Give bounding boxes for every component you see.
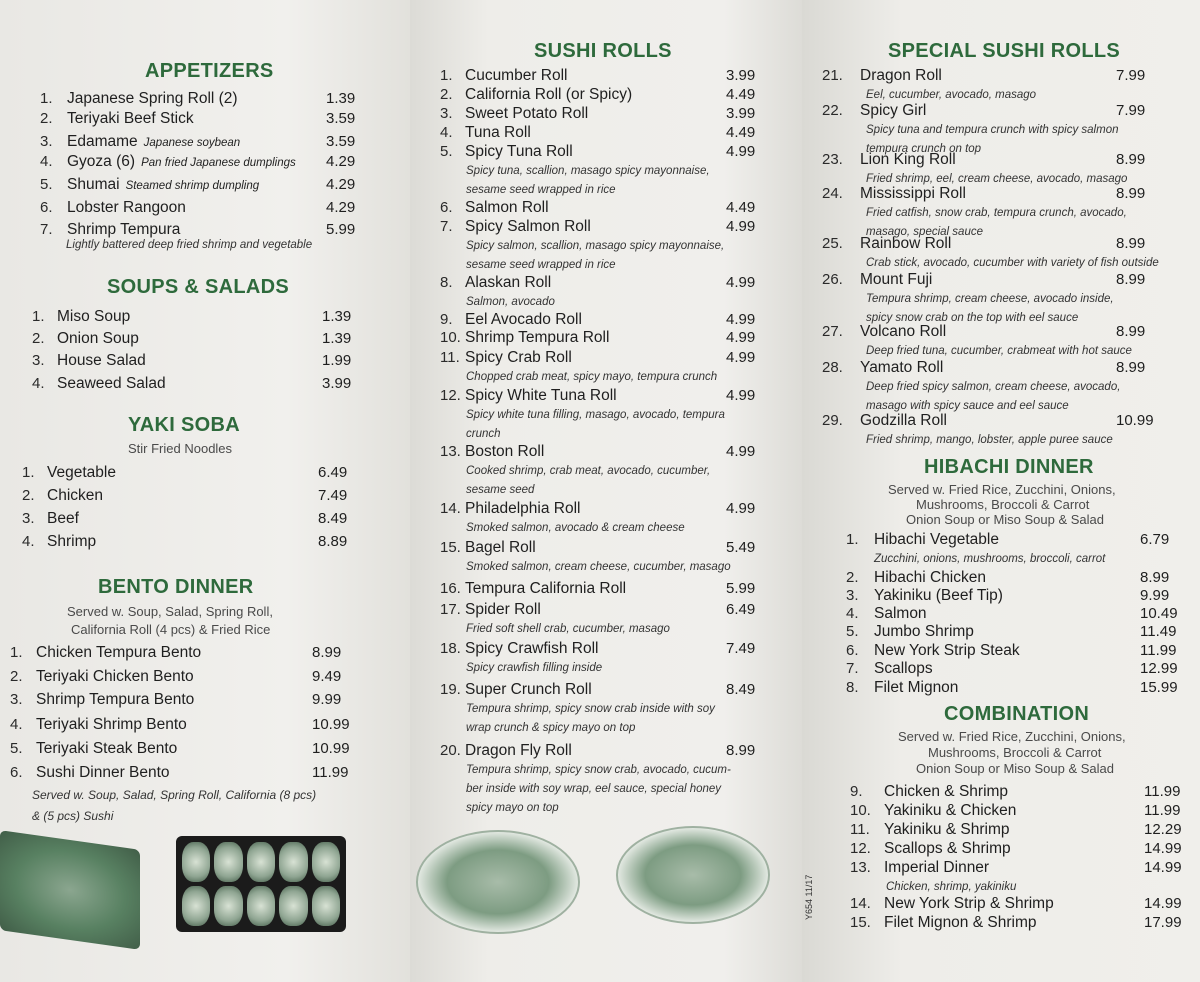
item-number: 2. — [32, 330, 45, 347]
item-name: Hibachi Chicken — [874, 569, 986, 586]
item-description: Fried soft shell crab, cucumber, masago — [466, 623, 670, 635]
item-number: 14. — [850, 895, 871, 912]
item-name: Yakiniku & Chicken — [884, 802, 1017, 819]
combination-sub-1: Served w. Fried Rice, Zucchini, Onions, — [898, 729, 1126, 744]
item-name: Salmon Roll — [465, 199, 549, 216]
item-name: Bagel Roll — [465, 539, 536, 556]
item-price: 3.59 — [326, 133, 356, 150]
item-number: 23. — [822, 151, 843, 168]
item-number: 3. — [846, 587, 859, 604]
item-price: 9.99 — [1140, 587, 1170, 604]
item-number: 27. — [822, 323, 843, 340]
item-price: 3.99 — [322, 375, 352, 392]
combination-sub-2: Mushrooms, Broccoli & Carrot — [928, 745, 1102, 760]
special-title: SPECIAL SUSHI ROLLS — [888, 40, 1121, 62]
item-name: California Roll (or Spicy) — [465, 86, 633, 103]
item-name: Beef — [47, 510, 79, 527]
item-number: 29. — [822, 412, 843, 429]
item-number: 15. — [440, 539, 461, 556]
hibachi-sub-2: Mushrooms, Broccoli & Carrot — [916, 497, 1090, 512]
item-number: 5. — [846, 623, 859, 640]
tempura-photo — [0, 830, 140, 950]
item-price: 7.49 — [318, 487, 348, 504]
item-number: 4. — [32, 375, 45, 392]
item-number: 5. — [10, 740, 23, 757]
item-description: sesame seed — [466, 484, 535, 496]
item-description: ber inside with soy wrap, eel sauce, special honey — [466, 783, 722, 795]
item-description: Cooked shrimp, crab meat, avocado, cucumber, — [466, 465, 711, 477]
item-number: 3. — [10, 691, 23, 708]
hibachi-sub-1: Served w. Fried Rice, Zucchini, Onions, — [888, 482, 1116, 497]
item-name: Chicken & Shrimp — [884, 783, 1009, 800]
item-number: 15. — [850, 914, 871, 931]
seafood-plate-photo — [616, 826, 770, 924]
item-price: 1.39 — [326, 90, 356, 107]
item-description: Crab stick, avocado, cucumber with variety of fish outside — [866, 257, 1159, 269]
item-name: Tempura California Roll — [465, 580, 627, 597]
item-price: 4.99 — [726, 311, 756, 328]
item-price: 11.99 — [1144, 802, 1181, 819]
item-number: 12. — [850, 840, 871, 857]
item-description: Steamed shrimp dumpling — [125, 180, 260, 192]
item-price: 10.99 — [312, 740, 350, 757]
item-name: Miso Soup — [57, 308, 131, 325]
item-number: 10. — [850, 802, 871, 819]
item-price: 14.99 — [1144, 859, 1182, 876]
combination-sub-3: Onion Soup or Miso Soup & Salad — [916, 761, 1115, 776]
item-name: Teriyaki Steak Bento — [36, 740, 178, 757]
item-price: 12.29 — [1144, 821, 1182, 838]
item-price: 4.99 — [726, 218, 756, 235]
item-name: Mississippi Roll — [860, 185, 966, 202]
item-number: 6. — [10, 764, 23, 781]
item-price: 10.49 — [1140, 605, 1178, 622]
item-name: Salmon — [874, 605, 927, 622]
item-price: 8.49 — [726, 681, 756, 698]
item-price: 15.99 — [1140, 679, 1178, 696]
item-description: Spicy crawfish filling inside — [466, 662, 603, 674]
item-price: 7.99 — [1116, 102, 1146, 119]
item-name: Spicy Crawfish Roll — [465, 640, 599, 657]
item-description: wrap crunch & spicy mayo on top — [466, 722, 636, 734]
item-number: 4. — [846, 605, 859, 622]
item-description: sesame seed wrapped in rice — [466, 184, 616, 196]
item-price: 12.99 — [1140, 660, 1178, 677]
item-price: 14.99 — [1144, 895, 1182, 912]
item-number: 3. — [440, 105, 453, 122]
item-name: Lobster Rangoon — [67, 199, 186, 216]
item-name: Filet Mignon & Shrimp — [884, 914, 1037, 931]
item-number: 2. — [440, 86, 453, 103]
item-name: Yakiniku & Shrimp — [884, 821, 1010, 838]
item-number: 20. — [440, 742, 461, 759]
item-price: 1.39 — [322, 330, 352, 347]
item-name: Tuna Roll — [465, 124, 531, 141]
item-number: 19. — [440, 681, 461, 698]
item-price: 8.99 — [726, 742, 756, 759]
item-description: Zucchini, onions, mushrooms, broccoli, carrot — [874, 553, 1106, 565]
item-number: 1. — [440, 67, 453, 84]
item-name: Spider Roll — [465, 601, 541, 618]
item-number: 7. — [40, 221, 53, 238]
item-name: Hibachi Vegetable — [874, 531, 999, 548]
item-number: 24. — [822, 185, 843, 202]
sushi-title: SUSHI ROLLS — [534, 40, 672, 62]
item-number: 13. — [440, 443, 461, 460]
item-price: 4.29 — [326, 176, 356, 193]
item-price: 8.99 — [1116, 151, 1146, 168]
item-description: Fried catfish, snow crab, tempura crunch, avocado, — [866, 207, 1127, 219]
item-number: 25. — [822, 235, 843, 252]
item-price: 6.49 — [726, 601, 756, 618]
item-number: 6. — [846, 642, 859, 659]
bento-note-2: & (5 pcs) Sushi — [32, 809, 114, 823]
item-name: Dragon Fly Roll — [465, 742, 572, 759]
item-number: 7. — [846, 660, 859, 677]
item-price: 14.99 — [1144, 840, 1182, 857]
item-number: 11. — [440, 349, 460, 366]
bento-subtitle-2: California Roll (4 pcs) & Fried Rice — [71, 622, 271, 637]
item-description: masago with spicy sauce and eel sauce — [866, 400, 1069, 412]
item-price: 8.99 — [1116, 235, 1146, 252]
item-name: Dragon Roll — [860, 67, 942, 84]
item-number: 4. — [440, 124, 453, 141]
item-name: Spicy White Tuna Roll — [465, 387, 617, 404]
item-description: Lightly battered deep fried shrimp and vegetable — [66, 239, 313, 251]
item-name: Sweet Potato Roll — [465, 105, 589, 122]
sushi-tray-photo — [176, 836, 346, 932]
item-description: Tempura shrimp, cream cheese, avocado inside, — [866, 293, 1114, 305]
item-number: 12. — [440, 387, 461, 404]
item-number: 10. — [440, 329, 461, 346]
item-price: 6.79 — [1140, 531, 1170, 548]
left-panel — [0, 0, 410, 982]
item-name: Yamato Roll — [860, 359, 944, 376]
item-number: 28. — [822, 359, 843, 376]
item-name: Vegetable — [47, 464, 116, 481]
item-description: Pan fried Japanese dumplings — [141, 157, 296, 169]
item-price: 11.99 — [1144, 783, 1181, 800]
item-name: New York Strip & Shrimp — [884, 895, 1054, 912]
item-price: 4.49 — [726, 86, 756, 103]
item-price: 5.99 — [326, 221, 356, 238]
item-name: Shrimp Tempura Roll — [465, 329, 610, 346]
item-number: 7. — [440, 218, 453, 235]
item-description: Smoked salmon, avocado & cream cheese — [466, 522, 685, 534]
item-number: 5. — [40, 176, 53, 193]
item-number: 2. — [22, 487, 35, 504]
item-price: 4.49 — [726, 199, 756, 216]
item-name: New York Strip Steak — [874, 642, 1020, 659]
item-number: 5. — [440, 143, 453, 160]
item-description: crunch — [466, 428, 501, 440]
item-name: Alaskan Roll — [465, 274, 552, 291]
item-number: 1. — [32, 308, 45, 325]
item-name: Onion Soup — [57, 330, 139, 347]
item-price: 6.49 — [318, 464, 348, 481]
item-description: Japanese soybean — [143, 137, 241, 149]
item-name: Gyoza (6) Pan fried Japanese dumplings — [67, 153, 296, 170]
item-number: 11. — [850, 821, 870, 838]
item-name: Seaweed Salad — [57, 375, 166, 392]
item-description: Fried shrimp, mango, lobster, apple puree sauce — [866, 434, 1113, 446]
appetizers-title: APPETIZERS — [145, 60, 274, 82]
item-price: 3.59 — [326, 110, 356, 127]
item-name: Teriyaki Chicken Bento — [36, 668, 194, 685]
item-name: Spicy Tuna Roll — [465, 143, 573, 160]
item-price: 10.99 — [312, 716, 350, 733]
item-price: 8.99 — [312, 644, 342, 661]
item-price: 1.39 — [322, 308, 352, 325]
item-number: 14. — [440, 500, 461, 517]
item-price: 4.99 — [726, 329, 756, 346]
item-number: 8. — [846, 679, 859, 696]
item-price: 9.49 — [312, 668, 342, 685]
item-price: 3.99 — [726, 67, 756, 84]
item-description: masago, special sauce — [866, 226, 983, 238]
item-number: 2. — [10, 668, 23, 685]
bento-note-1: Served w. Soup, Salad, Spring Roll, California (8 pcs) — [32, 788, 317, 802]
item-price: 3.99 — [726, 105, 756, 122]
item-description: Smoked salmon, cream cheese, cucumber, masago — [466, 561, 731, 573]
item-name: Imperial Dinner — [884, 859, 990, 876]
item-name: Super Crunch Roll — [465, 681, 592, 698]
item-number: 6. — [440, 199, 453, 216]
item-price: 4.99 — [726, 443, 756, 460]
item-name: Chicken Tempura Bento — [36, 644, 202, 661]
item-price: 10.99 — [1116, 412, 1154, 429]
item-number: 1. — [40, 90, 53, 107]
item-number: 18. — [440, 640, 461, 657]
item-description: Spicy tuna, scallion, masago spicy mayonnaise, — [466, 165, 710, 177]
bento-title: BENTO DINNER — [98, 576, 254, 598]
item-number: 26. — [822, 271, 843, 288]
item-price: 4.29 — [326, 199, 356, 216]
soups-title: SOUPS & SALADS — [107, 276, 290, 298]
item-price: 11.99 — [1140, 642, 1177, 659]
item-name: Jumbo Shrimp — [874, 623, 974, 640]
print-code: Y654 11/17 — [804, 874, 814, 920]
item-number: 3. — [32, 352, 45, 369]
item-number: 17. — [440, 601, 461, 618]
item-description: Spicy white tuna filling, masago, avocado, tempura — [466, 409, 725, 421]
item-price: 4.99 — [726, 387, 756, 404]
item-number: 21. — [822, 67, 843, 84]
item-name: Lion King Roll — [860, 151, 956, 168]
item-description: Deep fried tuna, cucumber, crabmeat with hot sauce — [866, 345, 1132, 357]
item-description: spicy mayo on top — [466, 802, 559, 814]
item-name: Filet Mignon — [874, 679, 959, 696]
item-name: Volcano Roll — [860, 323, 947, 340]
item-description: Salmon, avocado — [466, 296, 555, 308]
item-number: 22. — [822, 102, 843, 119]
item-price: 5.99 — [726, 580, 756, 597]
hibachi-sub-3: Onion Soup or Miso Soup & Salad — [906, 512, 1105, 527]
item-number: 9. — [440, 311, 453, 328]
item-number: 3. — [22, 510, 35, 527]
item-name: Shumai Steamed shrimp dumpling — [67, 176, 260, 193]
item-number: 8. — [440, 274, 453, 291]
center-panel — [410, 0, 802, 982]
item-name: House Salad — [57, 352, 146, 369]
item-description: Eel, cucumber, avocado, masago — [866, 89, 1037, 101]
item-number: 4. — [10, 716, 23, 733]
item-description: sesame seed wrapped in rice — [466, 259, 616, 271]
item-name: Boston Roll — [465, 443, 545, 460]
item-number: 2. — [40, 110, 53, 127]
item-name: Spicy Salmon Roll — [465, 218, 591, 235]
item-name: Rainbow Roll — [860, 235, 952, 252]
item-number: 13. — [850, 859, 871, 876]
combination-title: COMBINATION — [944, 703, 1090, 725]
item-number: 1. — [846, 531, 859, 548]
item-name: Shrimp Tempura — [67, 221, 181, 238]
item-number: 1. — [22, 464, 35, 481]
item-description: Chopped crab meat, spicy mayo, tempura crunch — [466, 371, 718, 383]
gyoza-plate-photo — [416, 830, 580, 934]
item-name: Japanese Spring Roll (2) — [67, 90, 238, 107]
item-number: 16. — [440, 580, 461, 597]
item-price: 8.49 — [318, 510, 348, 527]
item-name: Philadelphia Roll — [465, 500, 581, 517]
item-price: 11.99 — [312, 764, 349, 781]
item-number: 2. — [846, 569, 859, 586]
item-name: Chicken — [47, 487, 103, 504]
item-price: 8.99 — [1116, 323, 1146, 340]
item-name: Yakiniku (Beef Tip) — [874, 587, 1003, 604]
item-price: 8.99 — [1140, 569, 1170, 586]
item-name: Cucumber Roll — [465, 67, 568, 84]
item-price: 4.49 — [726, 124, 756, 141]
item-price: 11.49 — [1140, 623, 1177, 640]
item-name: Shrimp — [47, 533, 97, 550]
item-name: Scallops & Shrimp — [884, 840, 1011, 857]
item-price: 4.99 — [726, 349, 756, 366]
hibachi-title: HIBACHI DINNER — [924, 456, 1094, 478]
item-description: Tempura shrimp, spicy snow crab inside with soy — [466, 703, 715, 715]
item-description: Chicken, shrimp, yakiniku — [886, 881, 1017, 893]
item-number: 3. — [40, 133, 53, 150]
item-price: 8.99 — [1116, 271, 1146, 288]
item-description: spicy snow crab on the top with eel sauce — [866, 312, 1079, 324]
item-price: 8.89 — [318, 533, 348, 550]
item-price: 8.99 — [1116, 185, 1146, 202]
item-price: 4.99 — [726, 274, 756, 291]
bento-subtitle-1: Served w. Soup, Salad, Spring Roll, — [67, 604, 273, 619]
item-name: Teriyaki Shrimp Bento — [36, 716, 187, 733]
item-number: 4. — [40, 153, 53, 170]
item-description: tempura crunch on top — [866, 143, 982, 155]
item-price: 5.49 — [726, 539, 756, 556]
item-number: 1. — [10, 644, 23, 661]
item-name: Mount Fuji — [860, 271, 933, 288]
item-price: 4.99 — [726, 500, 756, 517]
item-name: Edamame Japanese soybean — [67, 133, 241, 150]
item-price: 8.99 — [1116, 359, 1146, 376]
item-name: Sushi Dinner Bento — [36, 764, 170, 781]
item-name: Teriyaki Beef Stick — [67, 110, 194, 127]
item-price: 4.99 — [726, 143, 756, 160]
item-price: 9.99 — [312, 691, 342, 708]
item-description: Tempura shrimp, spicy snow crab, avocado, cucum- — [466, 764, 731, 776]
item-description: Fried shrimp, eel, cream cheese, avocado, masago — [866, 173, 1128, 185]
right-panel — [802, 0, 1200, 982]
item-name: Scallops — [874, 660, 933, 677]
item-price: 7.49 — [726, 640, 756, 657]
item-name: Eel Avocado Roll — [465, 311, 582, 328]
yakisoba-subtitle: Stir Fried Noodles — [128, 441, 233, 456]
item-description: Spicy salmon, scallion, masago spicy mayonnaise, — [466, 240, 725, 252]
item-name: Spicy Crab Roll — [465, 349, 572, 366]
item-price: 17.99 — [1144, 914, 1182, 931]
item-number: 9. — [850, 783, 863, 800]
item-name: Spicy Girl — [860, 102, 927, 119]
item-name: Godzilla Roll — [860, 412, 948, 429]
item-number: 6. — [40, 199, 53, 216]
item-name: Shrimp Tempura Bento — [36, 691, 195, 708]
yakisoba-title: YAKI SOBA — [128, 414, 240, 436]
item-number: 4. — [22, 533, 35, 550]
item-description: Deep fried spicy salmon, cream cheese, avocado, — [866, 381, 1121, 393]
item-price: 7.99 — [1116, 67, 1146, 84]
item-price: 4.29 — [326, 153, 356, 170]
item-description: Spicy tuna and tempura crunch with spicy salmon — [866, 124, 1119, 136]
item-price: 1.99 — [322, 352, 352, 369]
